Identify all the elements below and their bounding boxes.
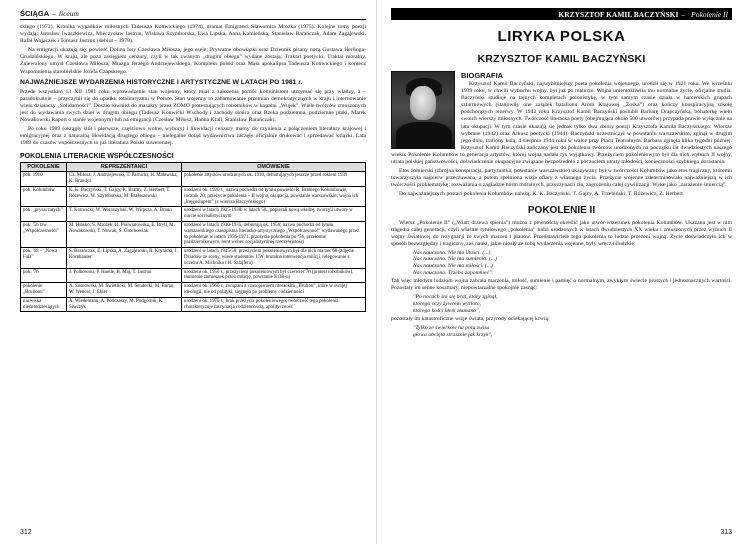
paragraph: Na emigracji ukazują się: powieść Dolina Issy Czesława Miłosza, jego eseje; Prywatne obowiązki oraz Dziennik pisany nocą Gustawa Herlinga-Grudzińskiego. W kraju, ale poza zasięgiem cenzury, czyli w tak zwanym „drugim obiegu” wydane zostają: Traktat poetycki, Traktat moralny, Zniewolony umysł Czesława Miłosza, Miazga Jerzego Andrzejewskiego, Kompleks polski oraz Mała apokalipsa Tadeusza Konwickiego i kontecz Wspomnienia starobielskie Józefa Czapskiego. (20, 47, 366, 75)
paragraph: Przede wszystkim 13 XII 1981 roku wprowadzenie stan wojenny, który miał z założenia pomóc komunistom utrzymać się przy władzy, a – paradoksalnie – przyczynił się do upadku totalitaryzmu w Polsce. Stan wojenny to zahamowanie przemian demokratycznych w kraju i internowanie wielu działaczy „Solidarności”. Doszło również do masakry przez ZOMO protestujących robotników w kopalni „Wujek”. Wiele twórców zmuszonych jest do wydawania swych dzieł w drugim obiegu (Tadeusz Konwicki Wschody i zachody słońca oraz Rzeka podziemna, podziemne ptaki, Marek Nowakowski Raport o stanie wojennym) lub na emigracji (Czesław Miłosz, Hanna Krall, Stanisław Barańczak). (20, 88, 366, 124)
paragraph: Po roku 1989 (okrągły stół i pierwsze, częściowo wolne, wybory) i likwidacji cenzury mamy do czynienia z połączeniem literatury krajowej i emigracyjnej oraz z naturalną likwidacją drugiego obiegu – nielegalne dotąd wydawnictwa zaczęły oficjalnie drukować i sprzedawać książki. Lata 1989 do czasów współczesnych to już literatura Polski suwerennej. (20, 126, 366, 147)
table-cell: pok. '68 – „Nowa Fala” (21, 248, 67, 268)
poem-line: głowa obcięta strasznie jak krzyk", (413, 331, 493, 338)
paragraph: Wiersz „Pokolenie II” („Wiatr drzewa spienia”) można z pewnością określić jako utwór-wizerunek pokolenia Kolumbów. Ukazano jest w nim tragedia całej generacji, czyli właśnie tytułowego „pokolenia” ludzi urodzonych w latach dwudziestych XX wieku i zmuszonych przez wybuch II wojny światowej do rezygnacji ze swych marzeń i planów. Przedstawiciele tego pokolenia to ludzie przeżeni wojną. Życie doświadczyło ich w sposób bezwzględny i tragiczny, zaś nauki, jakie niosły ze sobą wydarzenia wojenne, były wręcz niludzkie: (391, 219, 732, 247)
table-cell: urodzeni w latach 1925-1930; w latach 50., popierali nową władzę, tworzyli utwory w nurcie socrealistycznym (182, 207, 366, 222)
table-cell: pok. '76 (21, 268, 67, 283)
poem-line: Nas nauczono. Trzeba zapomnieć". (413, 269, 493, 276)
table-cell: urodzeni ok. 1960 r., związani z czasopismem literackim „Brulion”, które w swojej ideologii, nie od polityki, sięgnęło po problemy codzienności (182, 283, 366, 298)
table-cell: J. Polkowski, P. Huelle, B. Maj, T. Jastrun (67, 268, 182, 283)
poem-quote (413, 325, 732, 338)
poem-quote (413, 294, 732, 314)
table-row (21, 268, 366, 283)
header-author: KRZYSZTOF KAMIL BACZYŃSKI (558, 9, 679, 19)
poem-line: Nas nauczono. Nie ma sumienia. (...) (413, 256, 498, 263)
generations-table (20, 162, 366, 312)
poem-line: Nas nauczono. Nie ma litości. (...) (413, 249, 491, 256)
table-header-row (21, 163, 366, 172)
table-cell: M. Hłasko, S. Mrożek, H. Poświatowska, E. Bryll, M. Nowakowski, T. Nowak, S. Grochowiak (67, 221, 182, 247)
header-separator: – (52, 9, 56, 18)
table-row (21, 248, 366, 268)
table-cell: A. Sosnowski, M. Świetlicki, M. Sendecki, M. Baran, W. Wencel, J. Ekier (67, 283, 182, 298)
author-portrait-image (391, 71, 455, 149)
portrait-face (410, 86, 436, 120)
table-cell: Cz. Miłosz, J. Andrzejewski, T. Parnicki, H. Malewska, K. Brandys (67, 172, 182, 187)
chapter-title: LIRYKA POLSKA (497, 28, 626, 45)
table-cell: urodzeni ok. 1970 r.; brak przeżycia pokoleniowego; twórczość tego pokolenia charakteryzuje fascynacja codziennością, apolityczność (182, 297, 366, 312)
paragraph: Etos żołnierski (zbrojna konspiracja, partyzantka, powstanie warszawskie) ukazywany był w twórczości Kolumbów jako etos tragiczny, któremu towarzyszyła najpierw przeczuwana, a potem spełniona wizja ofiary z własnego życia. Przeżycie wojenne zdeterminowało najważniejszą w ich twórczości problematykę: rozważania o zagładzie norm moralnych, przyczynach zła, zagrożeniu całej cywilizacji. Wyke jako „zarażenie śmiercią”. (391, 168, 732, 189)
table-title: POKOLENIA LITERACKIE WSPÓŁCZESNOŚCI (20, 153, 174, 161)
table-row (21, 172, 366, 187)
author-heading: KRZYSZTOF KAMIL BACZYŃSKI (477, 53, 646, 65)
header-label: ŚCIĄGA (20, 9, 50, 18)
table-cell: pok. „pryszczatych” (21, 207, 67, 222)
section-title: POKOLENIE II (527, 204, 596, 216)
paragraph: Do najważniejszych postaci pokolenia Kolumbów należą: K. K. Baczyński. T. Gajcy, A. Trzebiński, T. Różewicz, Z. Herbert. (399, 191, 685, 198)
table-row (21, 283, 366, 298)
table-cell: urodzeni w latach 1945-50, przeżyciem pokoleniowym był dla nich marzec'68 (zdjęcie Dziadów ze sceny, wiece studentów UW, brutalna interwencja milicji, relegowanie z uczelni A. Michnika i H. Szlajfera) (182, 248, 366, 268)
table-cell: urodzeni w latach 1930-1935, debiutują ok. 1956; nazwa pochodzi od tytułu warszawskiego czasopisma literacko-artystycznego „Współczesność” wydawanego przez to pokolenie w latach 1956-1971; przeżycie pokolenia po ‘56, przełomie październikowym, bunt wobec socjalistycznej rzeczywistości (182, 221, 366, 247)
right-running-header (391, 8, 732, 20)
page-number: 313 (720, 529, 732, 536)
paragraph: skiego (1973), Kronika wypadków miłosnych Tadeusza Konwickiego (1974), dramat Emigranci Sławomira Mrożka (1975). Kolejne tomy poezji wydają: Jarosław Iwaszkiewicz, Mieczysław Jastrun, Wisława Szymborska, Ewa Lipska, Anna Kamieńska, Stanisław Barańczak, Adam Zagajewski, Rafał Wojaczek i Tomasz Jastrun (debiut – 1978). (20, 24, 366, 45)
table-cell: pok. '56 tzw. „Współczesności” (21, 221, 67, 247)
table-row (21, 221, 366, 247)
table-cell: T. Konwicki, W. Woroszylski, W. Wirpsza, A. Braun (67, 207, 182, 222)
table-cell: pok. 1910 (21, 172, 67, 187)
poem-line: którego kości kłem złamano", (413, 307, 480, 314)
header-subtitle: Pokolenie II (691, 9, 728, 19)
table-cell: urodzeni ok. 1920 r., nazwa pochodzi od tytułu powieści R. Bratnego Kolumbowie, rocznik 20; przeżycie pokolenia – II wojna, okupacja, powstanie warszawskie; wojna ich „kręgosłupem” (z wiersza Baczyńskiego) (182, 187, 366, 207)
header-separator: – (681, 9, 686, 19)
column-header: POKOLENIE (21, 163, 67, 172)
biography-heading: BIOGRAFIA (461, 71, 504, 80)
table-cell: pokolenie artystów urodzonych ok. 1910, debiutujących jeszcze przed rokiem 1939 (182, 172, 366, 187)
poem-line: którego oczy żywcem wyżłoto, (413, 301, 482, 308)
table-cell: pokolenie „Brulionu” (21, 283, 67, 298)
page-number: 312 (20, 529, 32, 536)
poem-line: "Tylko ze świerków na polu zwisa (413, 325, 490, 332)
paragraph: pozostały im katastroficzne wizje świata, przyrody ociekającej krwią: (391, 316, 550, 323)
table-cell: pok. Kolumbów (21, 187, 67, 207)
poem-line: Nas nauczono. Nie ma miłości. (...) (413, 263, 493, 270)
table-cell: S. Barańczak, E. Lipska, A. Zagajewski, R. Krynicki, J. Kornhauser (67, 248, 182, 268)
section-heading: NAJWAŻNIEJSZE WYDARZENIA HISTORYCZNE I ARTYSTYCZNE W LATACH PO 1981 r. (20, 78, 303, 86)
poem-quote (413, 250, 732, 276)
table-row (21, 297, 366, 312)
left-page (0, 0, 377, 544)
left-running-header (20, 8, 366, 20)
column-header: REPREZENTANCI (67, 163, 182, 172)
table-row (21, 207, 366, 222)
header-subtitle: liceum (58, 9, 79, 18)
biography-block (391, 71, 732, 199)
column-header: OMÓWIENIE (182, 163, 366, 172)
table-cell: nazwiska niedemdziesiątych (21, 297, 67, 312)
table-cell: A. Wiedemann, A. Podczaszy, M. Podgórnik, K. Siwczyk (67, 297, 182, 312)
table-cell: urodzeni ok. 1950 r., przeżyciem pokoleniowym był czerwiec'76 (protest robotników), tłumienie zamieszek przez milicję, powstanie KOR-u) (182, 268, 366, 283)
right-page (377, 0, 754, 544)
paragraph: Tak więc młodym ludziom wojna zabrała marzenia, miłość, sumienie i pamięć o normalnym, zwykłym świecie prostych i jednoznacznych wartości. Pozostały im senne koszmary, niepowtarzalne spokojnie zasnąć: (391, 278, 732, 292)
poem-line: "Po nocach śni się brat, który zginął, (413, 294, 498, 301)
portrait-coat (396, 122, 452, 149)
paragraph: Krzysztof Kamil Baczyński, najwybitniejszy poeta pokolenia wojennego, urodził się w 1921 roku. We wrześniu 1939 roku, w chwili wybuchu wojny, był już po maturze. Wojna uniemożliwiła mu normalne życie, oficjalne studia. Baczyński studiuje na tajnych kompletach polonistykę, w tym samym czasie działa w harcerskich grupach szturmowych (stanowiły one zalążek batalionu Armii Krajowej „Zośka”) oraz kończy konspiracyjną szkołę podchorążych rezerwy. W 1942 roku Krzysztof Kamil Baczyński poślubił Barbarę Drapczyńską, bohaterkę wielu swoich wierszy miłosnych. Twórczość literacka poety (obejmująca około 500 utworów) przypada prawie wyłącznie na lata okupacji. W tym czasie ukazują się jednak tylko dwa zbiory poezji Krzysztofa Kamila Baczyńskiego: Wiersze wybrane (1942) oraz Arkusz poetycki (1944). Baczyński uczestniczył w powstaniu warszawskim, zginął w drugim jego dniu, trafiony kulą, 4 sierpnia 1944 roku w walce przy Placu Teatralnym. Barbara zginęła kilka tygodni później. Krzysztof Kamil Baczyński zaliczany jest do pokolenia twórców urodzonych na początku lat dwudziestych naszego wieku. Pokolenie Kolumbów to generacja artystów, której wojna nadała rys wyjątkowy. Przeżyciem pokoleniowym był dla nich wybuch II wojny, utrata polskiej państwowości, doświadczenie okupacyjne związane bezpośrednio z poczuciem utraty młodości, konieczności szybkiego dorastania. (391, 81, 732, 166)
table-row (21, 187, 366, 207)
table-cell: K. K. Baczyński, T. Gajcy, R. Bratny, Z. Herbert, T. Różewicz, W. Szymborska, M. Białoszewski (67, 187, 182, 207)
